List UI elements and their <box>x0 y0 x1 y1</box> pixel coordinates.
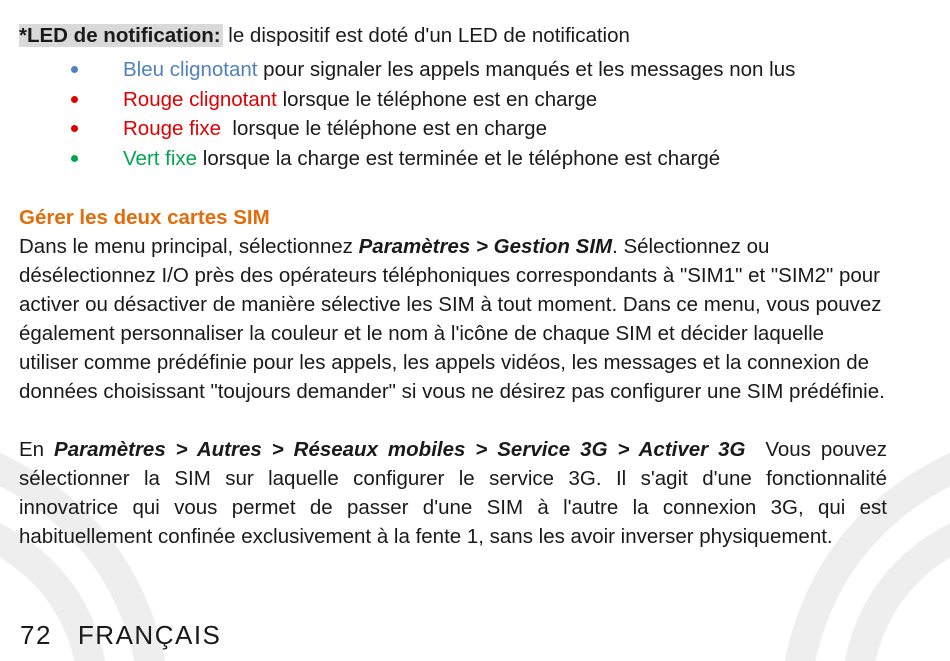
bullet-dot-icon <box>71 155 78 162</box>
bullet-dot-icon <box>71 66 78 73</box>
led-color-word: Bleu clignotant <box>123 58 258 81</box>
list-item <box>19 114 887 144</box>
paragraph-text: . Sélectionnez ou désélectionnez I/O près des opérateurs téléphoniques correspondants à "SIM1" et "SIM2" pour activer ou désactiver de manière sélective les SIM à tout moment. Dans ce menu, vous pouvez également personnaliser la couleur et le nom à l'icône de chaque SIM et décider laquelle utiliser comme prédéfinie pour les appels, les appels vidéos, les messages et la connexion de données choisissant "toujours demander" si vous ne désirez pas configurer une SIM prédéfinie. <box>19 235 885 403</box>
section-title: Gérer les deux cartes SIM <box>19 206 270 229</box>
document-page <box>19 20 893 551</box>
page-footer <box>20 620 221 651</box>
led-color-description: lorsque le téléphone est en charge <box>221 117 547 140</box>
sim-paragraph-1 <box>19 232 887 406</box>
paragraph-text: Vous pouvez sélectionner la SIM sur laquelle configurer le service 3G. Il s'agit d'une fonctionnalité innovatrice qui vous permet de passer d'une SIM à l'autre la connexion 3G, qui est habituellement confinée exclusivement à la fente 1, sans les avoir inverser physiquement. <box>19 438 893 548</box>
sim-paragraph-2 <box>19 435 893 551</box>
page-number: 72 <box>20 620 52 650</box>
list-item <box>19 144 887 174</box>
led-description: le dispositif est doté d'un LED de notification <box>222 24 630 47</box>
menu-path: Paramètres > Autres > Réseaux mobiles > Service 3G > Activer 3G <box>54 438 746 461</box>
paragraph-text: Dans le menu principal, sélectionnez <box>19 235 359 258</box>
led-bullet-list <box>19 55 887 173</box>
led-color-description: lorsque la charge est terminée et le téléphone est chargé <box>197 146 721 170</box>
led-color-word: Vert fixe <box>123 146 198 170</box>
list-item <box>19 85 887 115</box>
led-notification-line <box>19 20 887 51</box>
led-color-word: Rouge fixe <box>123 117 222 140</box>
footer-language: FRANÇAIS <box>77 620 222 650</box>
paragraph-text: En <box>19 438 55 461</box>
bullet-dot-icon <box>71 125 78 132</box>
led-color-description: pour signaler les appels manqués et les messages non lus <box>257 58 796 81</box>
bullet-dot-icon <box>71 96 78 103</box>
list-item <box>19 55 887 85</box>
led-color-word: Rouge clignotant <box>123 87 277 111</box>
led-label: *LED de notification: <box>19 24 221 47</box>
led-color-description: lorsque le téléphone est en charge <box>276 87 598 111</box>
menu-path: Paramètres > Gestion SIM <box>358 235 613 258</box>
